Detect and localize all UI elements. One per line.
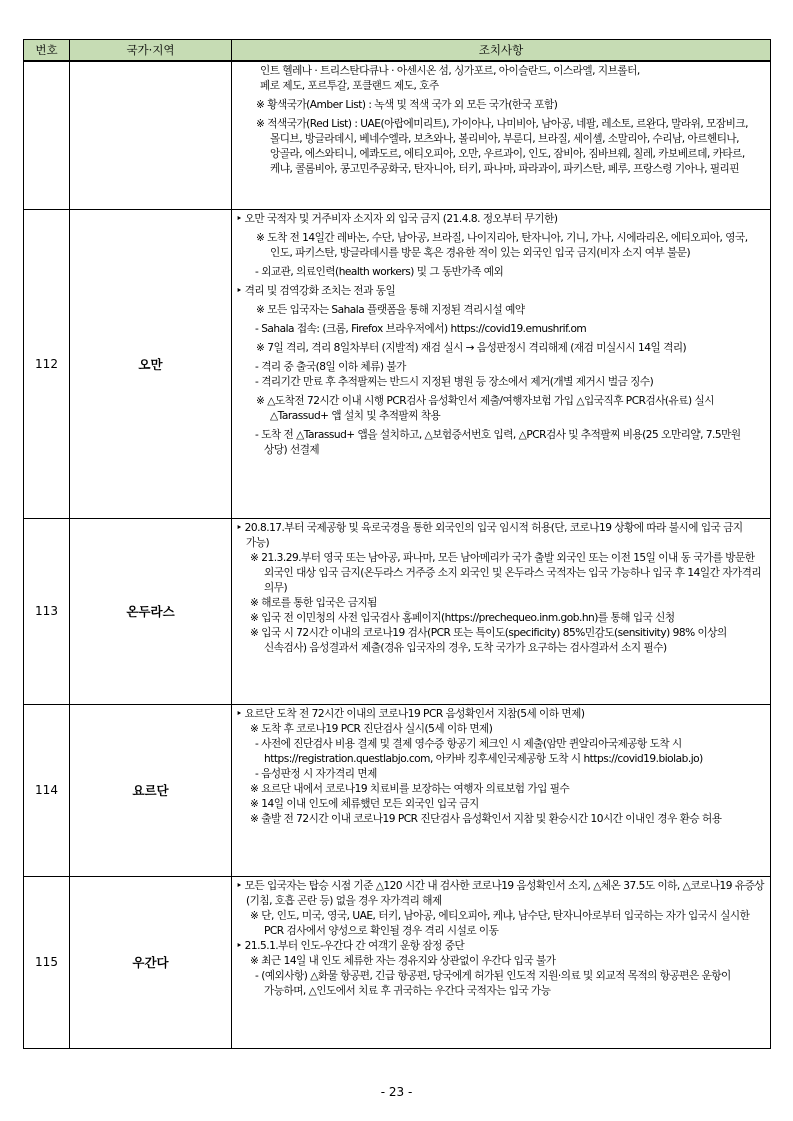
table-row	[24, 61, 771, 209]
measure-sub: - 사전에 진단검사 비용 결제 및 결제 영수증 항공기 체크인 시 제출(암만 퀸알리아국제공항 도착 시 https://registration.questlabjo.com, 아카바 킹후세인국제공항 도착 시 https://covid19.biolab.jo)	[255, 737, 703, 765]
measure-note: ※ 21.3.29.부터 영국 또는 남아공, 파나마, 모든 남아메리카 국가 출발 외국인 또는 이전 15일 이내 동 국가를 방문한 외국인 대상 입국 금지(온두라스 거주증 소지 외국인 및 온두라스 국적자는 입국 가능하나 입국 후 14일간 자가격리 의무)	[250, 551, 762, 594]
measure-note: ※ 황색국가(Amber List) : 녹색 및 적색 국가 외 모든 국가(한국 포함)	[256, 99, 558, 111]
measure-bullet: ‣ 20.8.17.부터 국제공항 및 육로국경을 통한 외국인의 입국 임시적 허용(단, 코로나19 상황에 따라 불시에 입국 금지 가능)	[236, 521, 743, 549]
measure-note: ※ 출발 전 72시간 이내 코로나19 PCR 진단검사 음성확인서 지참 및 환승시간 10시간 이내인 경우 환승 허용	[250, 812, 722, 825]
row-measures	[232, 704, 771, 876]
row-number: 114	[24, 704, 70, 876]
table-header-row	[24, 40, 771, 62]
measures-table	[23, 39, 771, 1049]
measure-line: 페로 제도, 포르투갈, 포클랜드 제도, 호주	[260, 80, 439, 92]
measure-note: ※ 입국 전 이민청의 사전 입국검사 홈페이지(https://prechequeo.inm.gob.hn)를 통해 입국 신청	[250, 611, 675, 624]
table-row	[24, 704, 771, 876]
measure-sub: - 음성판정 시 자가격리 면제	[255, 767, 377, 780]
row-country: 오만	[70, 209, 232, 518]
measure-note: ※ 도착 후 코로나19 PCR 진단검사 실시(5세 이하 면제)	[250, 722, 493, 735]
measure-sub: - 외교관, 의료인력(health workers) 및 그 동반가족 예외	[255, 265, 504, 278]
measure-bullet: ‣ 격리 및 검역강화 조치는 전과 동일	[236, 284, 396, 297]
table-row	[24, 876, 771, 1048]
table-row	[24, 209, 771, 518]
row-measures	[232, 61, 771, 209]
measure-note: ※ 도착 전 14일간 레바논, 수단, 남아공, 브라질, 나이지리아, 탄자니아, 기니, 가나, 시에라리온, 에티오피아, 영국, 인도, 파키스탄, 방글라데시를 방문 혹은 경유한 적이 있는 외국인 입국 금지(비자 소지 여부 불문)	[256, 231, 748, 259]
measure-sub: - (예외사항) △화물 항공편, 긴급 항공편, 당국에게 허가된 인도적 지원·의료 및 외교적 목적의 항공편은 운항이 가능하며, △인도에서 치료 후 귀국하는 우간다 국적자는 입국 가능	[255, 969, 731, 997]
measure-note: ※ 해로를 통한 입국은 금지됨	[250, 596, 377, 609]
measure-note: ※ 입국 시 72시간 이내의 코로나19 검사(PCR 또는 특이도(specificity) 85%민감도(sensitivity) 98% 이상의 신속검사) 음성결과서 제출(경유 입국자의 경우, 도착 국가가 요구하는 검사결과서 소지 필수)	[250, 626, 727, 654]
page-number: - 23 -	[380, 1085, 413, 1099]
row-measures	[232, 876, 771, 1048]
row-country: 온두라스	[70, 518, 232, 704]
measure-sub: - Sahala 접속: (크롬, Firefox 브라우저에서) https://covid19.emushrif.om	[255, 322, 587, 335]
row-number	[24, 61, 70, 209]
row-number: 113	[24, 518, 70, 704]
row-number: 115	[24, 876, 70, 1048]
measure-note: ※ 14일 이내 인도에 체류했던 모든 외국인 입국 금지	[250, 797, 479, 810]
row-measures	[232, 518, 771, 704]
measure-note: ※ 적색국가(Red List) : UAE(아랍에미리트), 가이아나, 나미비아, 남아공, 네팔, 레소토, 르완다, 말라위, 모잠비크, 몰디브, 방글라데시, 베네수엘라, 보츠와나, 볼리비아, 부룬디, 브라질, 세이셸, 소말리아, 수리남, 아르헨티나, 앙골라, 에스와티니, 에콰도르, 에티오피아, 오만, 우르과이, 인도, 잠비아, 짐바브웨, 칠레, 카보베르데, 카타르, 케냐, 콜롬비아, 콩고민주공화국, 탄자니아, 터키, 파나마, 파라과이, 파키스탄, 페루, 프랑스령 기아나, 필리핀	[256, 118, 748, 175]
row-measures	[232, 209, 771, 518]
measure-note: ※ 모든 입국자는 Sahala 플랫폼을 통해 지정된 격리시설 예약	[256, 303, 525, 316]
measure-sub: - 격리기간 만료 후 추적팔찌는 반드시 지정된 병원 등 장소에서 제거(개별 제거시 벌금 징수)	[255, 375, 654, 388]
row-number: 112	[24, 209, 70, 518]
measure-note: ※ 최근 14일 내 인도 체류한 자는 경유지와 상관없이 우간다 입국 불가	[250, 954, 556, 967]
table-row	[24, 518, 771, 704]
measure-line: 인트 헬레나 · 트리스탄다큐나 · 아센시온 섬, 싱가포르, 아이슬란드, 이스라엘, 지브롤터,	[260, 65, 640, 77]
measure-note: ※ △도착전 72시간 이내 시행 PCR검사 음성확인서 제출/여행자보험 가입 △입국직후 PCR검사(유료) 실시 △Tarassud+ 앱 설치 및 추적팔찌 착용	[256, 394, 714, 422]
header-measures: 조치사항	[232, 40, 771, 62]
header-number: 번호	[24, 40, 70, 62]
row-country	[70, 61, 232, 209]
measure-bullet: ‣ 요르단 도착 전 72시간 이내의 코로나19 PCR 음성확인서 지참(5세 이하 면제)	[236, 707, 585, 720]
measure-sub: - 도착 전 △Tarassud+ 앱을 설치하고, △보험증서번호 입력, △PCR검사 및 추적팔찌 비용(25 오만리얄, 7.5만원 상당) 선결제	[255, 428, 741, 456]
measure-note: ※ 7일 격리, 격리 8일차부터 (지발적) 재검 실시 → 음성판정시 격리해제 (재검 미실시시 14일 격리)	[256, 341, 687, 354]
measure-note: ※ 요르단 내에서 코로나19 치료비를 보장하는 여행자 의료보험 가입 필수	[250, 782, 570, 795]
measure-bullet: ‣ 21.5.1.부터 인도-우간다 간 여객기 운항 잠정 중단	[236, 939, 465, 952]
measure-bullet: ‣ 모든 입국자는 탑승 시점 기준 △120 시간 내 검사한 코로나19 음성확인서 소지, △체온 37.5도 이하, △코로나19 유증상(기침, 호흡 곤란 등) 없을 경우 자가격리 해제	[236, 879, 765, 907]
header-country: 국가·지역	[70, 40, 232, 62]
measure-note: ※ 단, 인도, 미국, 영국, UAE, 터키, 남아공, 에티오피아, 케냐, 남수단, 탄자니아로부터 입국하는 자가 입국시 실시한 PCR 검사에서 양성으로 확인될 경우 격리 시설로 이동	[250, 909, 750, 937]
measure-bullet: ‣ 오만 국적자 및 거주비자 소지자 외 입국 금지 (21.4.8. 정오부터 무기한)	[236, 212, 558, 225]
measure-sub: - 격리 중 출국(8일 이하 체류) 불가	[255, 360, 406, 373]
row-country: 우간다	[70, 876, 232, 1048]
row-country: 요르단	[70, 704, 232, 876]
